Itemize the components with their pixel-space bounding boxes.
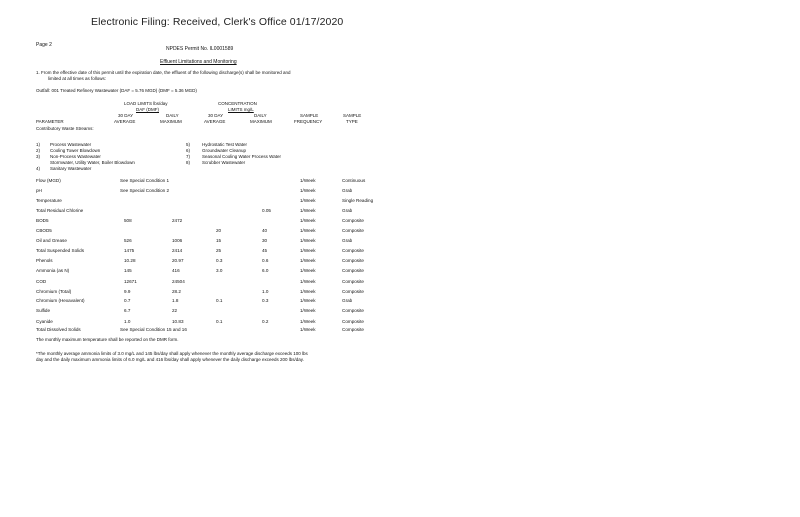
frequency-cell: 1/Week: [300, 298, 316, 303]
conc-max-cell: 0.6: [262, 258, 269, 263]
type-cell: Grab: [342, 298, 353, 303]
conc-avg-cell: 20: [216, 228, 222, 233]
sample-freq-label: SAMPLE: [300, 113, 319, 118]
frequency-cell: 1/Week: [300, 238, 316, 243]
type-cell: Grab: [342, 208, 353, 213]
table-row: [36, 247, 386, 255]
load-avg-cell: See Special Condition 15 and 16: [120, 327, 187, 332]
frequency-header: FREQUENCY: [294, 119, 323, 124]
conc-avg30-header: 30 DAY: [208, 113, 224, 118]
stream-number: 5): [186, 142, 191, 147]
load-avg-cell: 0.7: [124, 298, 131, 303]
type-cell: Composite: [342, 308, 364, 313]
table-row: [36, 257, 386, 265]
conc-avg-cell: 0.3: [216, 258, 223, 263]
load-max-cell: 2414: [172, 248, 183, 253]
frequency-cell: 1/Week: [300, 218, 316, 223]
filing-stamp: Electronic Filing: Received, Clerk's Office 01/17/2020: [91, 16, 344, 28]
load-max-cell: 416: [172, 268, 180, 273]
load-avg-cell: 526: [124, 238, 132, 243]
conc-max-cell: 30: [262, 238, 268, 243]
parameter-header: PARAMETER: [36, 119, 64, 124]
conc-max-cell: 40: [262, 228, 268, 233]
type-cell: Composite: [342, 327, 364, 332]
table-row: [36, 177, 386, 185]
permit-number: NPDES Permit No. IL0001589: [166, 46, 234, 52]
parameter-cell: Total Suspended Solids: [36, 248, 85, 253]
load-avg-cell: 1.0: [124, 319, 131, 324]
parameter-cell: CBOD5: [36, 228, 52, 233]
load-max-cell: 20.97: [172, 258, 184, 263]
parameter-cell: Cyanide: [36, 319, 53, 324]
load-max-cell: 1.8: [172, 298, 179, 303]
load-max-cell: 10.83: [172, 319, 184, 324]
load-max-cell: 1006: [172, 238, 183, 243]
load-max-cell: 24504: [172, 279, 185, 284]
conc-daily-header: DAILY: [254, 113, 267, 118]
frequency-cell: 1/Week: [300, 178, 316, 183]
conc-avg-cell: 0.1: [216, 298, 223, 303]
stream-number: 4): [36, 166, 41, 171]
stream-label: Cooling Tower Blowdown: [50, 148, 101, 153]
frequency-cell: 1/Week: [300, 289, 316, 294]
sample-type-label: SAMPLE: [343, 113, 362, 118]
type-header: TYPE: [346, 119, 358, 124]
parameter-cell: Total Dissolved Solids: [36, 327, 81, 332]
note-ammonia-2: day and the daily maximum ammonia limits of 6.0 mg/L and 416 lbs/day shall apply whenever the daily discharge exceeds 200 lbs/day.: [36, 357, 304, 362]
intro-line-2: limited at all times as follows:: [48, 76, 107, 81]
parameter-cell: Temperature: [36, 198, 62, 203]
intro-line-1: 1. From the effective date of this permit until the expiration date, the effluent of the following discharge(s) shall be monitored and: [36, 70, 291, 75]
conc-max-cell: 45: [262, 248, 268, 253]
frequency-cell: 1/Week: [300, 208, 316, 213]
stream-label: Groundwater Cleanup: [202, 148, 247, 153]
table-row: [36, 187, 386, 195]
load-avg-cell: See Special Condition 1: [120, 178, 170, 183]
conc-maximum-header: MAXIMUM: [250, 119, 272, 124]
table-row: [36, 217, 386, 225]
load-avg-cell: 9.9: [124, 289, 131, 294]
frequency-cell: 1/Week: [300, 228, 316, 233]
frequency-cell: 1/Week: [300, 327, 316, 332]
conc-max-cell: 1.0: [262, 289, 269, 294]
parameter-cell: Phenols: [36, 258, 53, 263]
outfall-line: Outfall: 001 Treated Refinery Wastewater (DAF = 5.76 MGD) (DMF = 5.36 MGD): [36, 88, 197, 93]
stream-label: Stormwater, Utility Water, Boiler Blowdown: [50, 160, 135, 165]
frequency-cell: 1/Week: [300, 279, 316, 284]
frequency-cell: 1/Week: [300, 308, 316, 313]
stream-label: Scrubber Wastewater: [202, 160, 246, 165]
type-cell: Composite: [342, 258, 364, 263]
conc-average-header: AVERAGE: [204, 119, 226, 124]
frequency-cell: 1/Week: [300, 188, 316, 193]
parameter-cell: Flow (MGD): [36, 178, 61, 183]
load-avg-cell: 12671: [124, 279, 137, 284]
load-average-header: AVERAGE: [114, 119, 136, 124]
conc-avg-cell: 25: [216, 248, 222, 253]
load-avg30-header: 30 DAY: [118, 113, 134, 118]
parameter-cell: pH: [36, 188, 42, 193]
table-row: [36, 318, 386, 326]
section-title: Effluent Limitations and Monitoring: [160, 59, 237, 65]
parameter-cell: Ammonia (as N): [36, 268, 70, 273]
type-cell: Grab: [342, 238, 353, 243]
load-maximum-header: MAXIMUM: [160, 119, 182, 124]
stream-label: Seasonal Cooling Water Process Water: [202, 154, 281, 159]
type-cell: Composite: [342, 268, 364, 273]
concentration-header: CONCENTRATION: [218, 101, 257, 106]
type-cell: Continuous: [342, 178, 366, 183]
load-avg-cell: See Special Condition 2: [120, 188, 170, 193]
table-row: [36, 278, 386, 286]
load-daily-header: DAILY: [166, 113, 179, 118]
stream-number: 6): [186, 148, 191, 153]
load-avg-cell: 145: [124, 268, 132, 273]
load-max-cell: 28.2: [172, 289, 181, 294]
stream-label: Process Wastewater: [50, 142, 92, 147]
stream-number: 2): [36, 148, 41, 153]
parameter-cell: COD: [36, 279, 47, 284]
load-max-cell: 2472: [172, 218, 183, 223]
table-row: [36, 237, 386, 245]
parameter-cell: Oil and Grease: [36, 238, 67, 243]
stream-number: 1): [36, 142, 41, 147]
load-avg-cell: 1475: [124, 248, 135, 253]
type-cell: Single Reading: [342, 198, 374, 203]
note-ammonia-1: *The monthly average ammonia limits of 3.0 mg/L and 145 lbs/day shall apply whenever the monthly average discharge exceeds 100 lbs: [36, 351, 308, 356]
conc-units-header: LIMITS mg/L: [228, 107, 254, 112]
conc-max-cell: 6.0: [262, 268, 269, 273]
frequency-cell: 1/Week: [300, 258, 316, 263]
type-cell: Composite: [342, 228, 364, 233]
conc-avg-cell: 0.1: [216, 319, 223, 324]
type-cell: Composite: [342, 279, 364, 284]
conc-max-cell: 0.3: [262, 298, 269, 303]
parameter-cell: Sulfide: [36, 308, 51, 313]
frequency-cell: 1/Week: [300, 268, 316, 273]
note-temperature: The monthly maximum temperature shall be reported on the DMR form.: [36, 337, 179, 342]
parameter-cell: BOD5: [36, 218, 49, 223]
streams-title: Contributory Waste Streams:: [36, 126, 94, 131]
type-cell: Composite: [342, 319, 364, 324]
load-limits-header: LOAD LIMITS lbs/day: [124, 101, 168, 106]
type-cell: Composite: [342, 218, 364, 223]
table-row: [36, 227, 386, 235]
parameter-cell: Chromium (Total): [36, 289, 72, 294]
load-avg-cell: 508: [124, 218, 132, 223]
table-row: [36, 297, 386, 305]
table-row: [36, 288, 386, 296]
stream-number: 3): [36, 154, 41, 159]
load-max-cell: 22: [172, 308, 178, 313]
conc-max-cell: 0.2: [262, 319, 269, 324]
type-cell: Composite: [342, 248, 364, 253]
parameter-cell: Total Residual Chlorine: [36, 208, 84, 213]
load-avg-cell: 6.7: [124, 308, 131, 313]
table-row: [36, 207, 386, 215]
stream-number: 8): [186, 160, 191, 165]
stream-label: Hydrostatic Test Water: [202, 142, 248, 147]
parameter-cell: Chromium (Hexavalent): [36, 298, 85, 303]
conc-max-cell: 0.05: [262, 208, 271, 213]
load-avg-cell: 10.28: [124, 258, 136, 263]
stream-number: 7): [186, 154, 191, 159]
table-row: [36, 267, 386, 275]
conc-avg-cell: 15: [216, 238, 222, 243]
type-cell: Composite: [342, 289, 364, 294]
frequency-cell: 1/Week: [300, 198, 316, 203]
load-daf-header: DAF (DMF): [136, 107, 159, 112]
table-row: [36, 326, 386, 334]
stream-label: Non-Process Wastewater: [50, 154, 101, 159]
table-row: [36, 197, 386, 205]
frequency-cell: 1/Week: [300, 319, 316, 324]
conc-avg-cell: 3.0: [216, 268, 223, 273]
stream-label: Sanitary Wastewater: [50, 166, 92, 171]
table-row: [36, 307, 386, 315]
type-cell: Grab: [342, 188, 353, 193]
page-label: Page 2: [36, 42, 52, 48]
frequency-cell: 1/Week: [300, 248, 316, 253]
